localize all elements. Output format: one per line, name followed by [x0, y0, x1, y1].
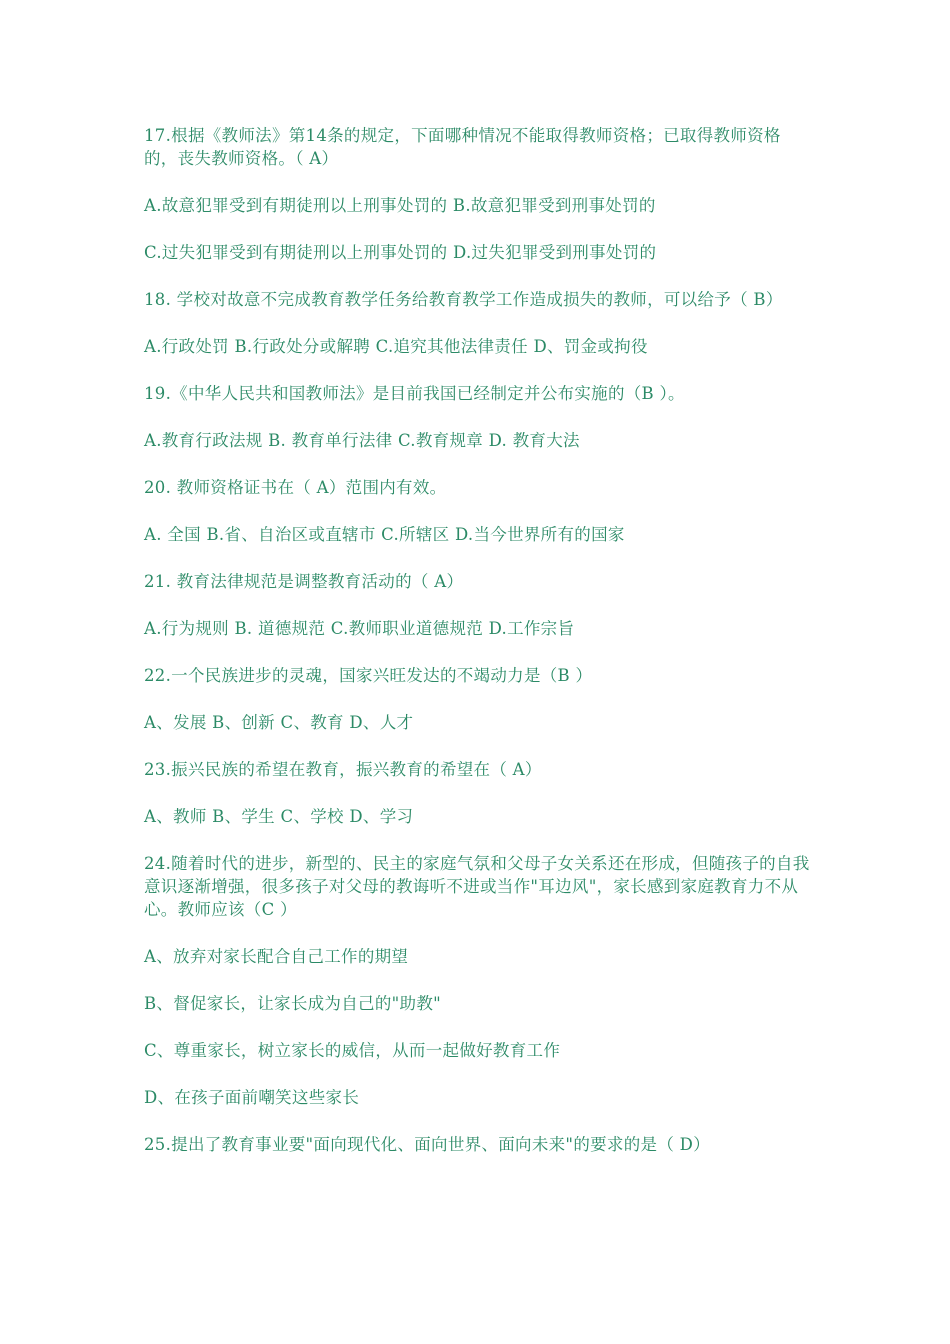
question-24-option-c: C、尊重家长，树立家长的威信，从而一起做好教育工作 [144, 1041, 561, 1060]
question-24-text: 24.随着时代的进步，新型的、民主的家庭气氛和父母子女关系还在形成，但随孩子的自我意识逐渐增强，很多孩子对父母的教诲听不进或当作"耳边风"，家长感到家庭教育力不从心。教师应该（C ） [144, 854, 810, 919]
question-17-options-cd: C.过失犯罪受到有期徒刑以上刑事处罚的 D.过失犯罪受到刑事处罚的 [144, 243, 657, 262]
question-24-option-a: A、放弃对家长配合自己工作的期望 [144, 947, 409, 966]
question-22-options: A、发展 B、创新 C、教育 D、人才 [144, 713, 414, 732]
question-22-text: 22.一个民族进步的灵魂，国家兴旺发达的不竭动力是（B ） [144, 666, 593, 685]
question-21-options: A.行为规则 B. 道德规范 C.教师职业道德规范 D.工作宗旨 [144, 619, 575, 638]
question-23-options: A、教师 B、学生 C、学校 D、学习 [144, 807, 414, 826]
question-21-text: 21. 教育法律规范是调整教育活动的（ A） [144, 572, 464, 591]
question-23-text: 23.振兴民族的希望在教育，振兴教育的希望在（ A） [144, 760, 542, 779]
question-17-text: 17.根据《教师法》第14条的规定，下面哪种情况不能取得教师资格；已取得教师资格的，丧失教师资格。（ A） [144, 126, 781, 168]
question-20-text: 20. 教师资格证书在（ A）范围内有效。 [144, 478, 447, 497]
question-19-options: A.教育行政法规 B. 教育单行法律 C.教育规章 D. 教育大法 [144, 431, 580, 450]
question-18-options: A.行政处罚 B.行政处分或解聘 C.追究其他法律责任 D、罚金或拘役 [144, 337, 648, 356]
question-25-text: 25.提出了教育事业要"面向现代化、面向世界、面向未来"的要求的是（ D） [144, 1135, 710, 1154]
question-18-text: 18. 学校对故意不完成教育教学任务给教育教学工作造成损失的教师，可以给予（ B） [144, 290, 783, 309]
question-24-option-d: D、在孩子面前嘲笑这些家长 [144, 1088, 360, 1107]
question-24-option-b: B、督促家长，让家长成为自己的"助教" [144, 994, 442, 1013]
question-19-text: 19.《中华人民共和国教师法》是目前我国已经制定并公布实施的（B ）。 [144, 384, 685, 403]
question-17-options-ab: A.故意犯罪受到有期徒刑以上刑事处罚的 B.故意犯罪受到刑事处罚的 [144, 196, 656, 215]
question-20-options: A. 全国 B.省、自治区或直辖市 C.所辖区 D.当今世界所有的国家 [144, 525, 625, 544]
document-body [144, 124, 812, 1180]
